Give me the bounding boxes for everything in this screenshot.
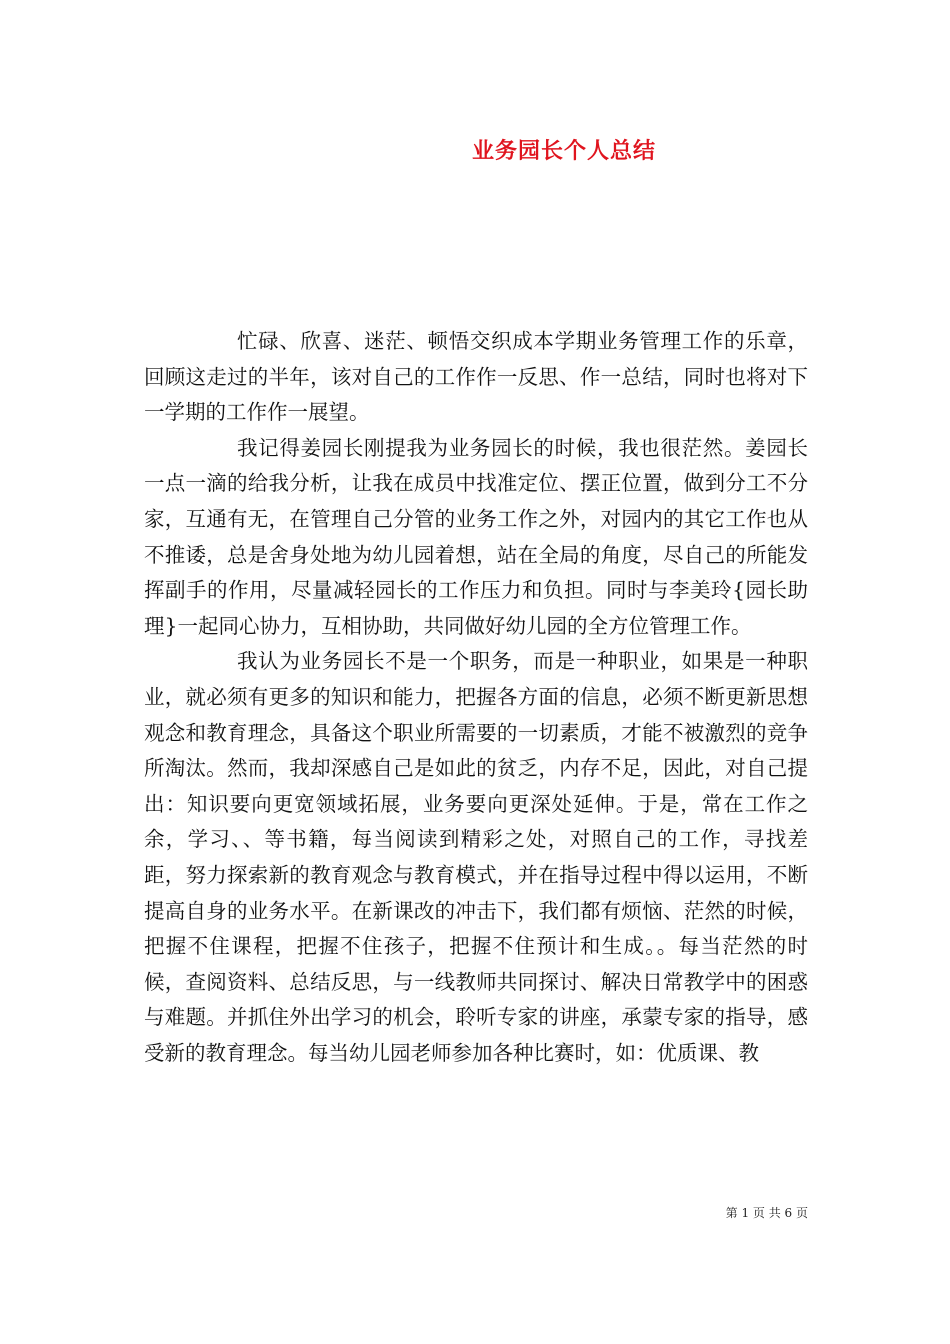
- paragraph-3: 我认为业务园长不是一个职务，而是一种职业，如果是一种职业，就必须有更多的知识和能力，把握各方面的信息，必须不断更新思想观念和教育理念，具备这个职业所需要的一切素质，才能不被激烈的竞争所淘汰。然而，我却深感自己是如此的贫乏，内存不足，因此，对自己提出：知识要向更宽领域拓展，业务要向更深处延伸。于是，常在工作之余，学习、、等书籍，每当阅读到精彩之处，对照自己的工作，寻找差距，努力探索新的教育观念与教育模式，并在指导过程中得以运用，不断提高自身的业务水平。在新课改的冲击下，我们都有烦恼、茫然的时候，把握不住课程，把握不住孩子，把握不住预计和生成。。每当茫然的时候，查阅资料、总结反思，与一线教师共同探讨、解决日常教学中的困惑与难题。并抓住外出学习的机会，聆听专家的讲座，承蒙专家的指导，感受新的教育理念。每当幼儿园老师参加各种比赛时，如：优质课、教: [144, 649, 808, 1065]
- document-title: 业务园长个人总结: [471, 138, 656, 164]
- paragraph-1: 忙碌、欣喜、迷茫、顿悟交织成本学期业务管理工作的乐章，回顾这走过的半年，该对自己的工作作一反思、作一总结，同时也将对下一学期的工作作一展望。: [144, 329, 808, 425]
- page-number-footer: 第 1 页 共 6 页: [725, 1206, 808, 1220]
- paragraph-2: 我记得姜园长刚提我为业务园长的时候，我也很茫然。姜园长一点一滴的给我分析，让我在成员中找准定位、摆正位置，做到分工不分家，互通有无，在管理自己分管的业务工作之外，对园内的其它工作也从不推诿，总是舍身处地为幼儿园着想，站在全局的角度，尽自己的所能发挥副手的作用，尽量减轻园长的工作压力和负担。同时与李美玲{园长助理}一起同心协力，互相协助，共同做好幼儿园的全方位管理工作。: [144, 435, 808, 638]
- document-body: [144, 324, 808, 1071]
